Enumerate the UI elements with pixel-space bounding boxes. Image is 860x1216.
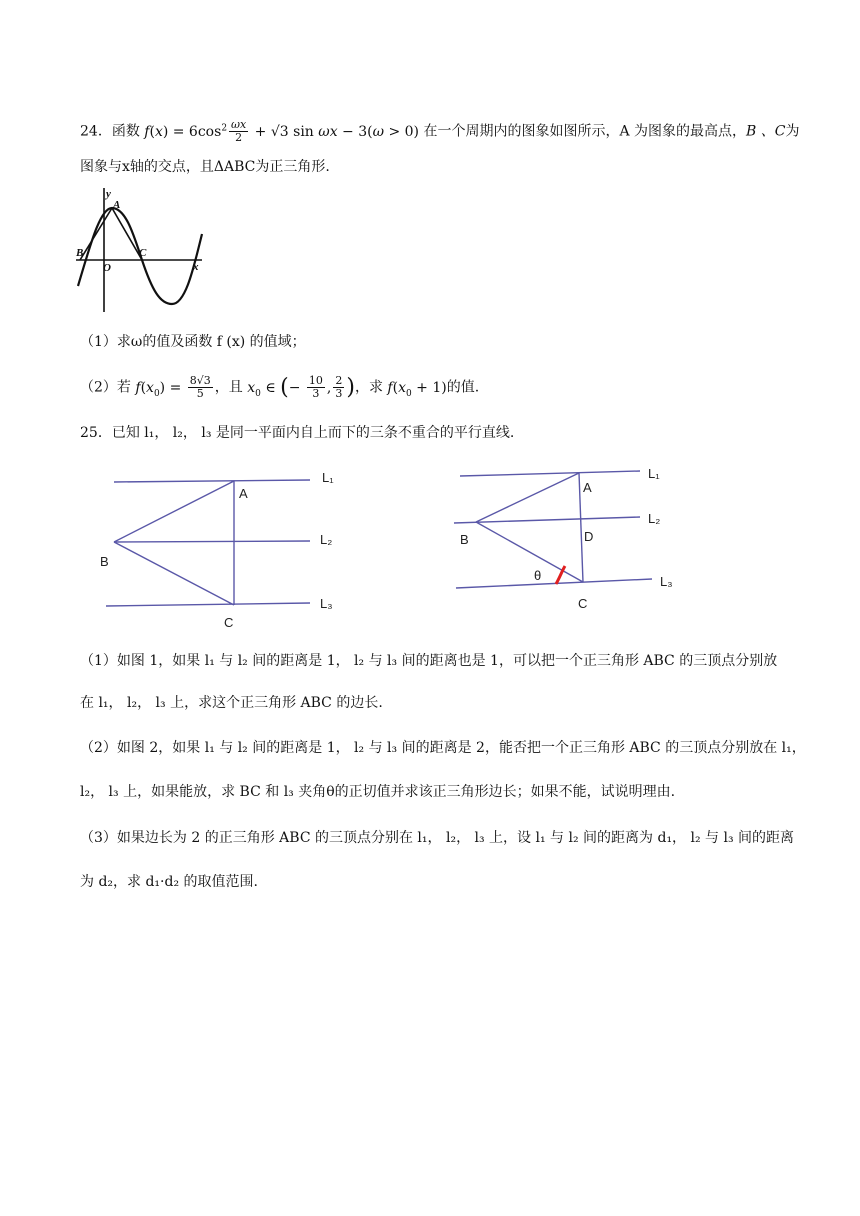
q24-part2-target: $f(x_0 + 1)$	[387, 379, 447, 399]
fig1-label-l2: L₂	[320, 532, 333, 547]
fig2-side-bc	[476, 522, 583, 582]
q24-line1	[80, 118, 799, 144]
q24-line2: 图象与x轴的交点，且ΔABC为正三角形.	[80, 159, 330, 175]
q25-part2-line2: l₂， l₃ 上，如果能放，求 BC 和 l₃ 夹角θ的正切值并求该正三角形边长；如果不能，试说明理由.	[80, 784, 676, 800]
fig2-line-l2	[454, 517, 640, 523]
fig2-label-theta: θ	[534, 568, 542, 583]
q25-figure1	[100, 462, 380, 632]
q24-point-bc: B 、C	[746, 123, 786, 140]
q24-intro-a: 函数	[111, 123, 140, 140]
fig1-side-ba	[114, 481, 234, 542]
q24-part2-condition: $f(x_0)$ = $\frac{8√3}{5}$	[135, 374, 211, 400]
q24-part2	[80, 375, 479, 403]
fig2-line-l1	[460, 471, 640, 476]
q25-part2-line1: （2）如图 2，如果 l₁ 与 l₂ 间的距离是 1， l₂ 与 l₃ 间的距离是 2，能否把一个正三角形 ABC 的三顶点分别放在 l₁，	[80, 740, 806, 756]
fig2-label-c: C	[578, 596, 588, 611]
fig2-label-d: D	[584, 529, 594, 544]
graph-label-b: B	[76, 247, 84, 259]
fig1-label-l3: L₃	[320, 596, 333, 611]
q24-intro-b: 在一个周期内的图象如图所示，A 为图象的最高点，	[423, 123, 747, 140]
q24-part1: （1）求ω的值及函数 f (x) 的值域；	[80, 334, 306, 350]
q25-intro: 25．已知 l₁， l₂， l₃ 是同一平面内自上而下的三条不重合的平行直线.	[80, 425, 515, 441]
triangle-side-ba	[80, 208, 112, 260]
fig1-line-l1	[114, 480, 310, 482]
fig2-label-l3: L₃	[660, 574, 673, 589]
q24-intro-c: 为	[785, 123, 800, 140]
q24-part2-a: （2）若	[80, 379, 131, 396]
q25-part3-line1: （3）如果边长为 2 的正三角形 ABC 的三顶点分别在 l₁， l₂， l₃ 上，设 l₁ 与 l₂ 间的距离为 d₁， l₂ 与 l₃ 间的距离	[80, 830, 795, 846]
fig2-label-a: A	[583, 480, 592, 495]
fig2-line-l3	[456, 579, 652, 588]
q24-part2-d: 的值.	[446, 379, 480, 396]
triangle-side-ac	[112, 208, 142, 260]
graph-label-o: O	[103, 262, 111, 274]
q25-part1-line1: （1）如图 1，如果 l₁ 与 l₂ 间的距离是 1， l₂ 与 l₃ 间的距离也是 1，可以把一个正三角形 ABC 的三顶点分别放	[80, 653, 778, 669]
fig1-label-c: C	[224, 615, 234, 630]
q25-part1-line2: 在 l₁， l₂， l₃ 上，求这个正三角形 ABC 的边长.	[80, 695, 383, 711]
q24-part2-b: ，且	[214, 379, 243, 396]
fig1-label-b: B	[100, 554, 109, 569]
fig2-label-b: B	[460, 532, 469, 547]
fig2-label-l1: L₁	[648, 466, 660, 481]
fig1-line-l3	[106, 603, 310, 606]
q24-function-formula: $f(x) = 6\cos^2$ $\frac{\omega x}{2}$ + √3 sin ωx − 3(ω > 0)	[144, 118, 424, 145]
fig1-side-bc	[114, 542, 234, 605]
fig1-label-a: A	[239, 486, 248, 501]
fig2-side-ba	[476, 473, 579, 522]
q24-part2-interval: $x_0$ ∈ (− $\frac{10}{3}$ , $\frac{2}{3}$ )	[247, 374, 355, 400]
graph-label-a: A	[113, 199, 121, 211]
q24-part2-c: ，求	[354, 379, 383, 396]
graph-label-c: C	[139, 247, 147, 259]
graph-label-y: y	[106, 188, 111, 200]
q24-sine-graph	[76, 186, 206, 316]
fig2-label-l2: L₂	[648, 511, 661, 526]
q25-figure2	[452, 462, 702, 612]
q24-number: 24．	[80, 123, 112, 140]
q25-part3-line2: 为 d₂，求 d₁·d₂ 的取值范围.	[80, 874, 258, 890]
fig1-label-l1: L₁	[322, 470, 334, 485]
fig1-line-l2	[114, 541, 310, 542]
graph-label-x: x	[193, 261, 199, 273]
